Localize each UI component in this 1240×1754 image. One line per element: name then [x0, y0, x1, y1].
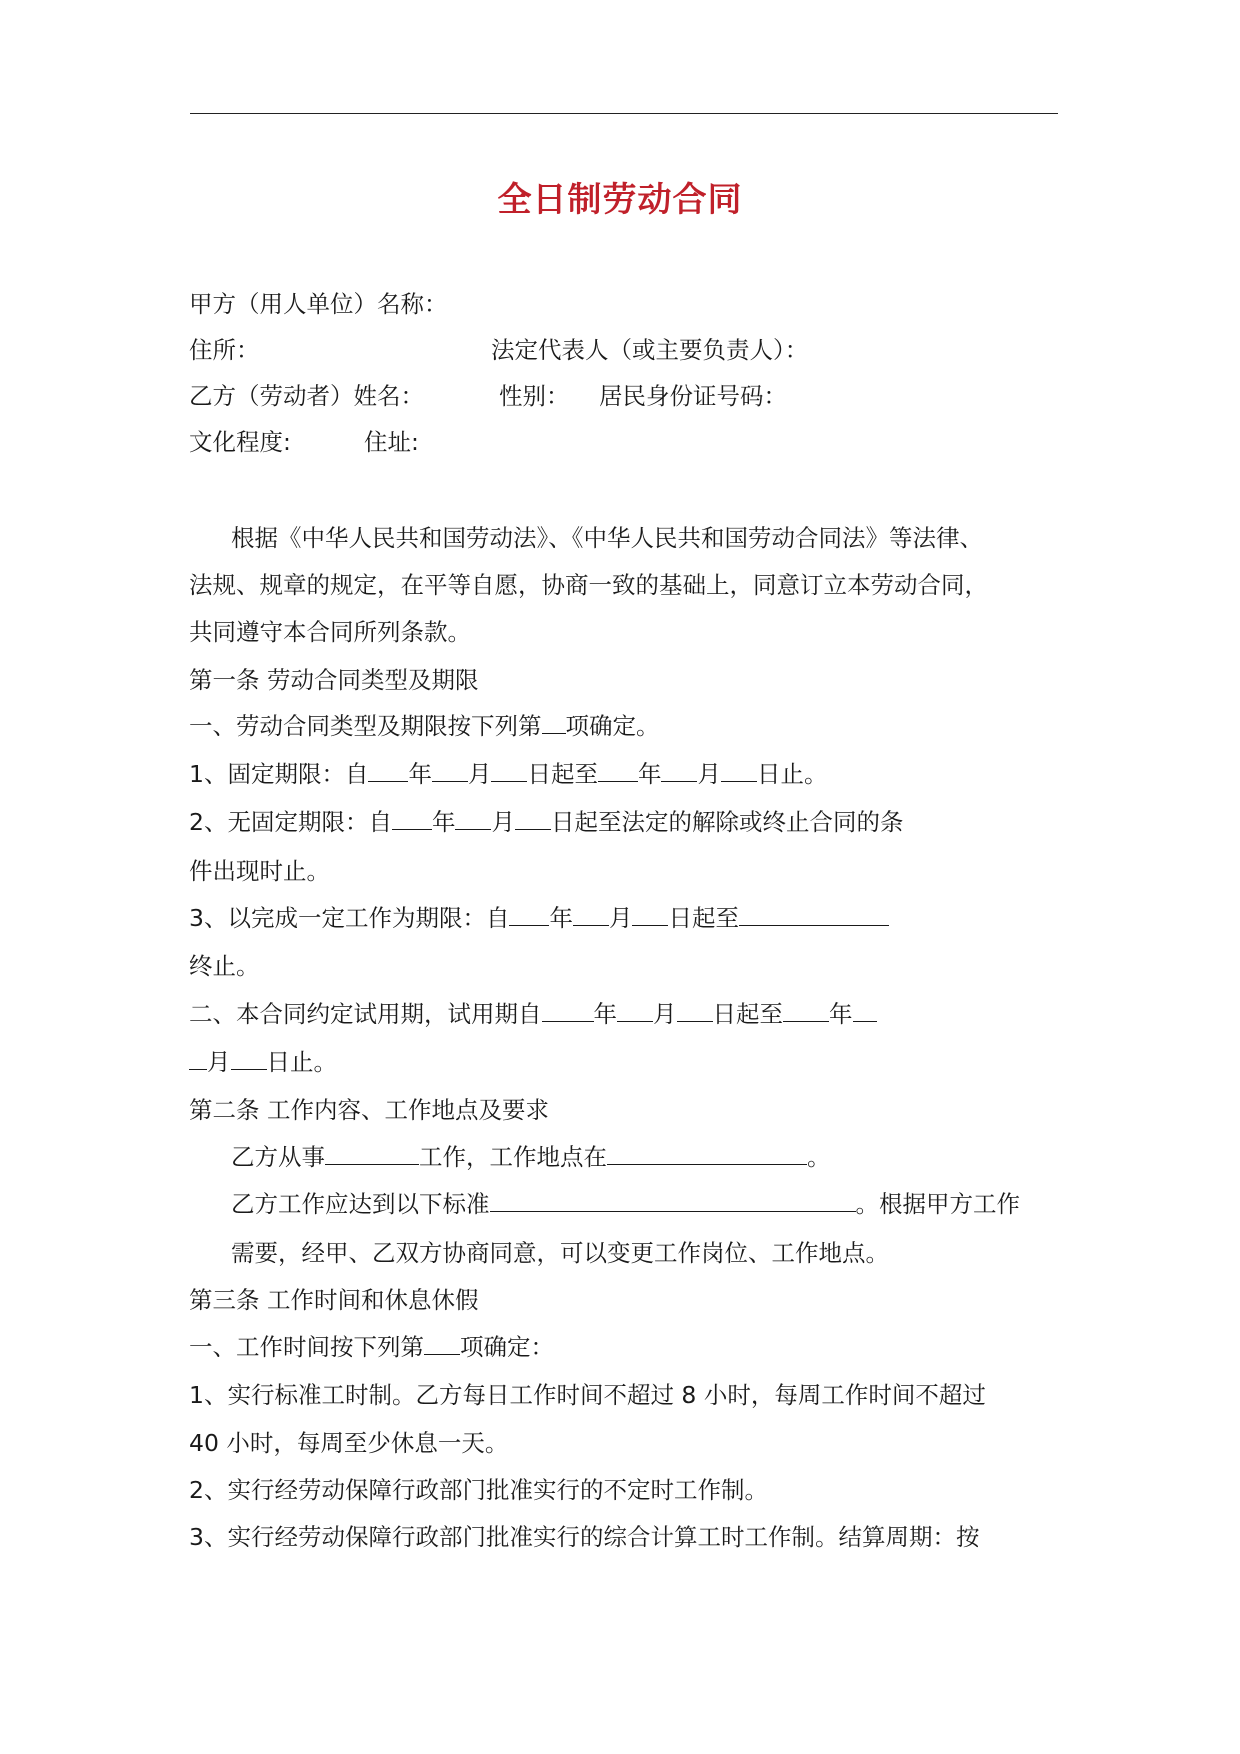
article2-line-1	[231, 1141, 831, 1173]
fixed-year: 年	[408, 760, 432, 788]
probation-year: 年	[593, 1000, 617, 1028]
article1-probation-cont	[189, 1046, 337, 1078]
article2-l2-a: 乙方工作应达到以下标准	[231, 1190, 490, 1218]
article1-open-term	[189, 806, 903, 838]
probation-month: 月	[653, 1000, 677, 1028]
intro-line-3: 共同遵守本合同所列条款。	[189, 618, 471, 646]
article2-l1-a: 乙方从事	[231, 1143, 325, 1171]
probation-year2: 年	[829, 1000, 853, 1028]
article1-heading: 第一条 劳动合同类型及期限	[189, 666, 479, 694]
fixed-day-from: 日起至	[527, 760, 598, 788]
blank-field	[617, 1001, 653, 1022]
article3-item1-pre: 一、工作时间按下列第	[189, 1333, 424, 1361]
probation-label: 二、本合同约定试用期，试用期自	[189, 1000, 542, 1028]
article2-line-2	[231, 1188, 1020, 1220]
blank-field	[432, 761, 468, 782]
blank-field	[598, 761, 638, 782]
party-b-name-label: 乙方（劳动者）姓名：	[189, 382, 424, 410]
blank-field	[739, 905, 889, 926]
probation-end: 日止。	[266, 1048, 337, 1076]
blank-field	[368, 761, 408, 782]
intro-line-2: 法规、规章的规定，在平等自愿，协商一致的基础上，同意订立本劳动合同，	[189, 571, 988, 599]
party-b-name-line	[189, 380, 424, 412]
blank-field	[455, 809, 491, 830]
party-a-rep-label: 法定代表人（或主要负责人）：	[491, 336, 809, 364]
open-month: 月	[491, 808, 515, 836]
blank-field	[607, 1144, 807, 1165]
blank-field	[491, 761, 527, 782]
probation-month2: 月	[207, 1048, 231, 1076]
article1-task-term-cont: 终止。	[189, 952, 260, 980]
article1-probation	[189, 998, 877, 1030]
blank-field	[721, 761, 757, 782]
article3-item1	[189, 1331, 554, 1363]
blank-field	[573, 905, 609, 926]
blank-field	[424, 1334, 460, 1355]
article1-task-term	[189, 902, 889, 934]
blank-field	[189, 1049, 207, 1070]
blank-field	[515, 809, 551, 830]
article3-comprehensive: 3、实行经劳动保障行政部门批准实行的综合计算工时工作制。结算周期：按	[189, 1523, 980, 1551]
party-a-name-line	[189, 288, 448, 320]
fixed-end: 日止。	[756, 760, 828, 788]
party-a-address-line	[189, 334, 260, 366]
party-b-edu-line	[189, 426, 291, 458]
party-b-gender-line	[499, 380, 570, 412]
fixed-year2: 年	[637, 760, 662, 788]
article2-heading: 第二条 工作内容、工作地点及要求	[189, 1096, 549, 1124]
article2-line-3: 需要，经甲、乙双方协商同意，可以变更工作岗位、工作地点。	[231, 1239, 889, 1267]
blank-field	[490, 1191, 856, 1212]
party-b-addr-line	[364, 426, 419, 458]
article1-fixed-term	[189, 758, 827, 790]
blank-field	[325, 1144, 419, 1165]
blank-field	[661, 761, 697, 782]
fixed-term-label: 1、固定期限：自	[189, 760, 369, 788]
open-term-label: 2、无固定期限：自	[189, 808, 392, 836]
blank-field	[853, 1001, 877, 1022]
intro-line-1: 根据《中华人民共和国劳动法》、《中华人民共和国劳动合同法》等法律、	[231, 524, 983, 552]
article3-item1-post: 项确定：	[460, 1333, 554, 1361]
party-a-address-label: 住所：	[189, 336, 260, 364]
fixed-month: 月	[467, 760, 492, 788]
header-rule	[190, 113, 1058, 114]
blank-field	[677, 1001, 713, 1022]
task-term-label: 3、以完成一定工作为期限：自	[189, 904, 510, 932]
party-a-name-label: 甲方（用人单位）名称：	[189, 290, 448, 318]
article1-open-term-cont: 件出现时止。	[189, 857, 330, 885]
open-rest: 日起至法定的解除或终止合同的条	[550, 808, 904, 836]
article3-standard-cont: 40 小时，每周至少休息一天。	[189, 1429, 509, 1457]
blank-field	[632, 905, 668, 926]
task-from: 日起至	[668, 904, 739, 932]
party-b-gender-label: 性别：	[499, 382, 570, 410]
article1-item1	[189, 710, 660, 742]
article3-flexible: 2、实行经劳动保障行政部门批准实行的不定时工作制。	[189, 1476, 768, 1504]
fixed-month2: 月	[697, 760, 721, 788]
blank-field	[542, 1001, 594, 1022]
party-b-id-line	[599, 380, 787, 412]
open-year: 年	[431, 808, 456, 836]
article1-item1-pre: 一、劳动合同类型及期限按下列第	[189, 712, 542, 740]
article3-heading: 第三条 工作时间和休息休假	[189, 1286, 479, 1314]
blank-field	[783, 1001, 829, 1022]
article2-l2-b: 。根据甲方工作	[855, 1190, 1020, 1218]
blank-field	[392, 809, 432, 830]
article1-item1-post: 项确定。	[565, 712, 660, 740]
task-year: 年	[549, 904, 573, 932]
party-b-addr-label: 住址:	[364, 428, 419, 456]
party-b-id-label: 居民身份证号码：	[599, 382, 787, 410]
document-title: 全日制劳动合同	[497, 180, 743, 220]
party-a-rep-line	[491, 334, 808, 366]
party-b-edu-label: 文化程度:	[189, 428, 291, 456]
blank-field	[509, 905, 549, 926]
blank-field	[231, 1049, 267, 1070]
task-month: 月	[608, 904, 633, 932]
probation-from: 日起至	[712, 1000, 783, 1028]
article3-standard: 1、实行标准工时制。乙方每日工作时间不超过 8 小时，每周工作时间不超过	[189, 1381, 986, 1409]
article2-l1-c: 。	[807, 1143, 831, 1171]
article2-l1-b: 工作，工作地点在	[419, 1143, 607, 1171]
blank-field	[542, 713, 566, 734]
